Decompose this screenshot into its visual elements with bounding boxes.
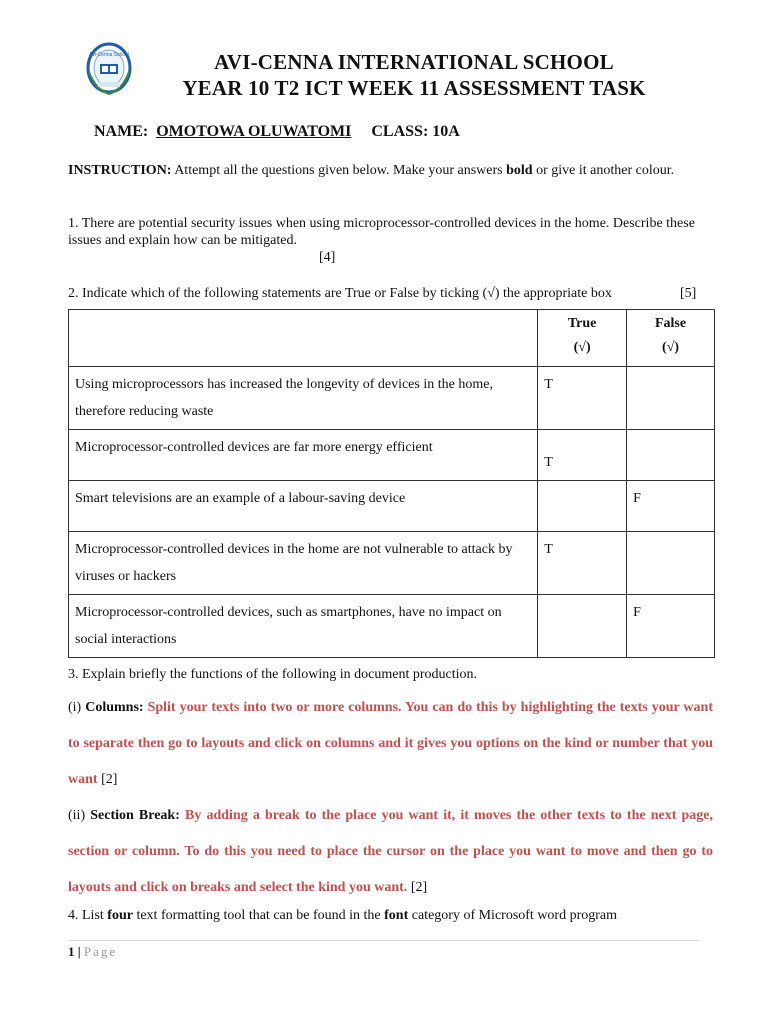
student-info	[94, 123, 460, 141]
table-row: Microprocessor-controlled devices in the home are not vulnerable to attack by viruses or hackers T	[69, 532, 715, 595]
section-break-answer: By adding a break to the place you want it, it moves the other texts to the next page, section or column. To do this you need to place the cursor on the place you want to move and then go to layouts and click on breaks and select the kind you want.	[68, 808, 714, 895]
logo-text: Avi-Cenna School	[89, 52, 129, 58]
false-answer: F	[627, 481, 715, 532]
columns-answer: Split your texts into two or more columns. You can do this by highlighting the texts your want to separate then go to layouts and click on columns and it gives you options on the kind or number that you want	[68, 700, 713, 787]
true-answer	[538, 595, 627, 658]
true-answer: T	[538, 430, 627, 481]
question-2-marks: [5]	[680, 286, 697, 301]
false-column-header: False (√)	[627, 310, 715, 367]
table-row: Smart televisions are an example of a labour-saving device F	[69, 481, 715, 532]
class-label: CLASS: 10A	[371, 123, 460, 140]
false-answer	[627, 532, 715, 595]
page-number: 1	[68, 944, 75, 959]
question-3: 3. Explain briefly the functions of the following in document production.	[68, 667, 478, 682]
school-name: AVI-CENNA INTERNATIONAL SCHOOL	[214, 50, 614, 74]
name-label: NAME:	[94, 123, 149, 140]
question-3-ii: (ii) Section Break: By adding a break to the place you want it, it moves the other texts to the next page, section or column. To do this you need to place the cursor on the place you want to move and then go to layouts and click on breaks and select the kind you want. [2]	[68, 808, 714, 895]
footer-rule	[68, 940, 700, 941]
table-row: Microprocessor-controlled devices are far more energy efficient T	[69, 430, 715, 481]
true-column-header: True (√)	[538, 310, 627, 367]
page-label: Page	[83, 944, 118, 959]
question-2: 2. Indicate which of the following statements are True or False by ticking (√) the appropriate box	[68, 286, 612, 301]
question-4: 4. List four text formatting tool that can be found in the font category of Microsoft word program	[68, 908, 618, 923]
true-false-table	[68, 309, 715, 658]
page-footer: 1 | Page	[68, 944, 118, 959]
table-row: Using microprocessors has increased the longevity of devices in the home, therefore reducing waste T	[69, 367, 715, 430]
false-answer	[627, 367, 715, 430]
question-3-i: (i) Columns: Split your texts into two or more columns. You can do this by highlighting the texts your want to separate then go to layouts and click on columns and it gives you options on the kind or number that you want [2]	[68, 700, 713, 787]
table-header-row	[69, 310, 715, 367]
true-answer: T	[538, 367, 627, 430]
student-name: OMOTOWA OLUWATOMI	[156, 123, 352, 140]
instruction: INSTRUCTION: Attempt all the questions given below. Make your answers bold or give it another colour.	[68, 163, 675, 178]
question-1-marks: [4]	[319, 250, 336, 265]
false-answer: F	[627, 595, 715, 658]
assessment-title: YEAR 10 T2 ICT WEEK 11 ASSESSMENT TASK	[182, 76, 646, 100]
question-1: 1. There are potential security issues when using microprocessor-controlled devices in the home. Describe these issues and explain how can be mitigated.	[68, 216, 695, 248]
instruction-label: INSTRUCTION:	[68, 163, 172, 178]
false-answer	[627, 430, 715, 481]
true-answer	[538, 481, 627, 532]
table-row: Microprocessor-controlled devices, such as smartphones, have no impact on social interactions F	[69, 595, 715, 658]
true-answer: T	[538, 532, 627, 595]
